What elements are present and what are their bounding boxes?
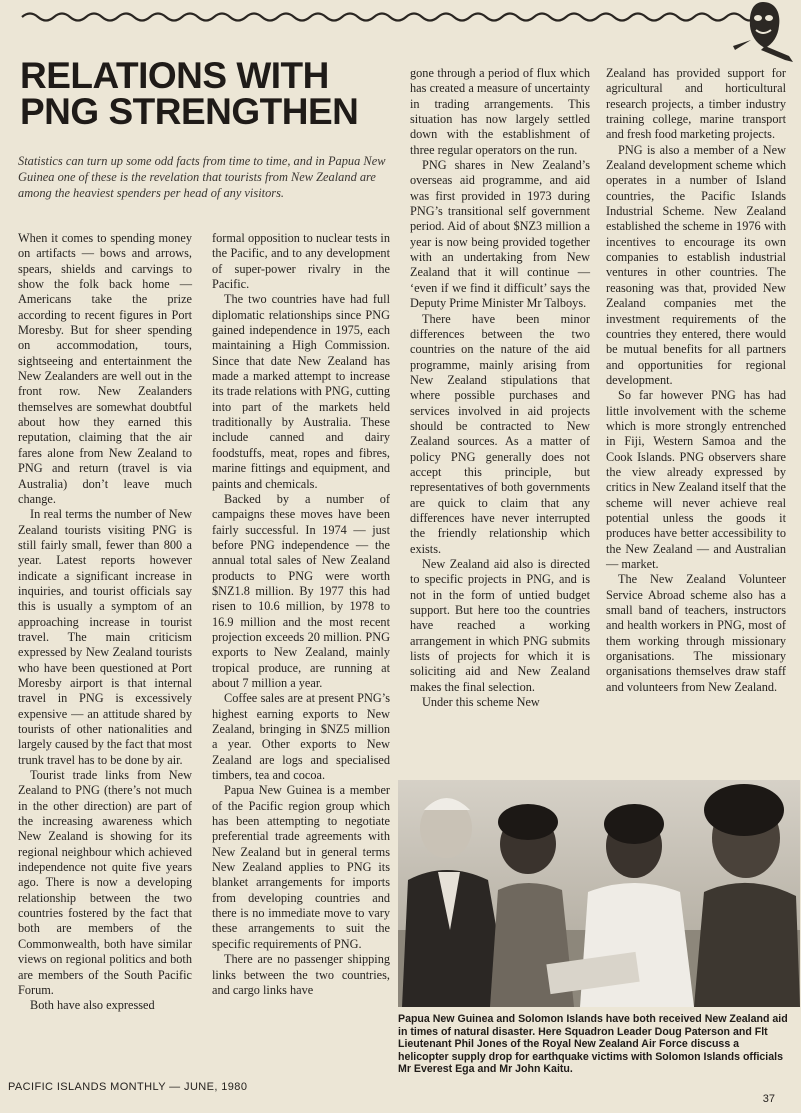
paragraph: There are no passenger shipping links between the two countries, and cargo links have [212,952,390,997]
paragraph: So far however PNG has had little involvement with the scheme which is more strongly entrenched in Fiji, Western Samoa and the Cook Islands. PNG observers share the view already expressed by critics in New Zealand itself that the scheme will never achieve real potential unless the goods it produces have better accessibility to the New Zealand — and Australian — market. [606,388,786,571]
article-standfirst: Statistics can turn up some odd facts from time to time, and in Papua New Guinea one of these is the revelation that tourists from New Zealand are among the heaviest spenders per head of any visitors. [18,154,386,200]
paragraph: The New Zealand Volunteer Service Abroad scheme also has a small band of teachers, instructors and health workers in PNG, most of them working through missionary organisations. The missionary organisations themselves draw staff and volunteers from New Zealand. [606,572,786,694]
paragraph: Zealand has provided support for agricultural and horticultural research projects, a timber industry training college, marine transport and fresh food marketing projects. [606,66,786,142]
article-column-2 [212,231,390,998]
paragraph: There have been minor differences between the two countries on the nature of the aid programme, mainly arising from New Zealand stipulations that where possible purchases and services involved in aid projects should be contracted to New Zealand sources. As a matter of policy PNG generally does not accept this principle, but representatives of both governments are quick to claim that any differences have never interrupted the friendly relationship which exists. [410,311,590,556]
paragraph: gone through a period of flux which has created a measure of uncertainty in trading arrangements. This situation has now largely settled down with the establishment of three regular operators on the run. [410,66,590,157]
article-column-1 [18,231,192,1014]
paragraph: Backed by a number of campaigns these moves have been fairly successful. In 1974 — just before PNG independence — the annual total sales of New Zealand products to PNG were worth $NZ1.8 million. By 1977 this had risen to 10.6 million, by 1978 to 16.9 million and the most recent projection exceeds 20 million. PNG exports to New Zealand, mainly tropical produce, are running at about 7 million a year. [212,491,390,690]
paragraph: Papua New Guinea is a member of the Pacific region group which has been attempting to negotiate preferential trade agreements with New Zealand but in general terms New Zealand applies to PNG its blanket arrangements for imports from developing countries and there is no immediate move to vary these arrangements to suit the specific requirements of PNG. [212,783,390,951]
paragraph: PNG shares in New Zealand’s overseas aid programme, and aid was first provided in 1973 during PNG’s transitional self government period. Aid of about $NZ3 million a year is now being provided together with an undertaking from New Zealand that it will continue — ‘even if we find it difficult’ says the Deputy Prime Minister Mr Talboys. [410,158,590,311]
carved-mask-icon [729,0,797,66]
paragraph: New Zealand aid also is directed to specific projects in PNG, and is not in the form of untied budget support. But here too the countries have reached a working arrangement in which PNG submits lists of projects for which it is soliciting aid and New Zealand makes the final selection. [410,557,590,694]
decorative-wave-border [0,0,760,30]
paragraph: Both have also expressed [30,998,155,1013]
photo-caption: Papua New Guinea and Solomon Islands have both received New Zealand aid in times of natural disaster. Here Squadron Leader Doug Paterson and Flt Lieutenant Phil Jones of the Royal New Zealand Air Force discuss a helicopter supply drop for earthquake victims with Solomon Islands officials Mr Everest Ega and Mr John Kaitu. [398,1013,788,1076]
paragraph: formal opposition to nuclear tests in the Pacific, and to any development of super-power rivalry in the Pacific. [212,231,390,292]
paragraph: Coffee sales are at present PNG’s highest earning exports to New Zealand, bringing in $NZ5 million a year. Other exports to New Zealand are logs and specialised timbers, tea and cocoa. [212,691,390,783]
publication-footer: PACIFIC ISLANDS MONTHLY — JUNE, 1980 [8,1081,248,1093]
paragraph: When it comes to spending money on artifacts — bows and arrows, spears, shields and carvings to show the folk back home — Americans take the prize according to recent figures in Port Moresby. But for sheer spending on accommodation, tours, sightseeing and entertainment the New Zealanders are well out in the front row. New Zealanders themselves are somewhat doubtful about how they earned this reputation, claiming that the air fares alone from New Zealand to PNG and return (travel is via Australia) don’t leave much change. [18,231,192,506]
article-photo [398,780,800,1007]
paragraph: PNG is also a member of a New Zealand development scheme which operates in a number of Island countries, the Pacific Islands Industrial Scheme. New Zealand established the scheme in 1976 with incentives to encourage its own companies to establish industrial ventures in other countries. The reasoning was that, provided New Zealand companies met the investment requirements of the countries they entered, there would be mutual benefits for all partners and opportunities for regional development. [606,142,786,387]
page-number: 37 [762,1093,775,1105]
paragraph: Tourist trade links from New Zealand to PNG (there’s not much in the other direction) are part of the increasing awareness which New Zealand is showing for its regional neighbour which achieved independence not quite five years ago. There is now a developing relationship between the two countries fostered by the fact that both are members of the Commonwealth, both have similar views on regional politics and both are members of the South Pacific Forum. [18,768,192,997]
paragraph: In real terms the number of New Zealand tourists visiting PNG is still fairly small, fewer than 800 a year. Latest reports however indicate a significant increase in inquiries, and tourist officials say this is usually a symptom of an approaching increase in tourist travel. The main criticism expressed by New Zealand tourists who have been questioned at Port Moresby airport is that internal travel in PNG is excessively expensive — an attitude shared by tourists of other nationalities and largely caused by the fact that most trunk travel has to be done by air. [18,507,192,767]
paragraph: The two countries have had full diplomatic relationships since PNG gained independence in 1975, each maintaining a High Commission. Since that date New Zealand has made a marked attempt to increase its trade relations with PNG, cutting into part of the markets held traditionally by Australia. These include canned and dairy foodstuffs, meat, ropes and fibres, marine fittings and equipment, and paints and chemicals. [212,292,390,491]
article-headline: RELATIONS WITH PNG STRENGTHEN [20,55,359,132]
article-column-3 [410,66,590,710]
article-column-4 [606,66,786,695]
paragraph: Under this scheme New [422,695,540,710]
